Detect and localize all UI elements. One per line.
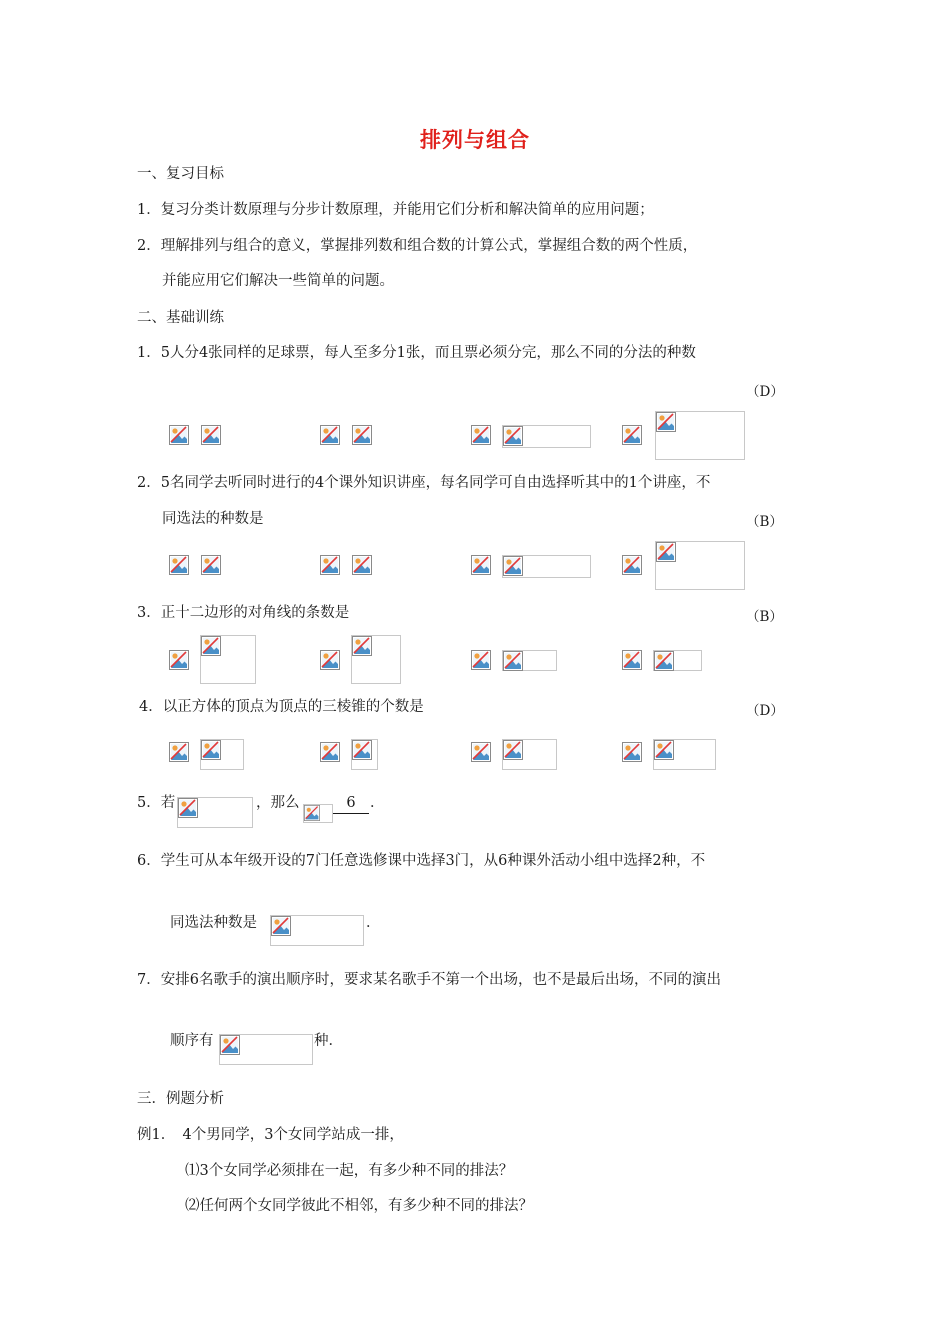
- question-6-suffix: ．: [366, 915, 381, 931]
- example-1-part-2: ⑵任何两个女同学彼此不相邻，有多少种不同的排法？: [185, 1198, 533, 1214]
- broken-image-icon: [622, 555, 642, 575]
- broken-image-icon: [471, 555, 491, 575]
- broken-image-icon: [169, 555, 189, 575]
- broken-image-icon: [654, 740, 674, 760]
- question-3: 3．正十二边形的对角线的条数是: [137, 605, 350, 621]
- question-1: 1．5人分4张同样的足球票，每人至多分1张，而且票必须分完，那么不同的分法的种数: [137, 345, 696, 361]
- broken-image-icon: [471, 742, 491, 762]
- broken-image-icon: [471, 650, 491, 670]
- broken-image-icon: [622, 650, 642, 670]
- broken-image-icon: [503, 740, 523, 760]
- broken-image-icon: [320, 650, 340, 670]
- page-title: 排列与组合: [420, 128, 530, 152]
- question-6: 6．学生可从本年级开设的7门任意选修课中选择3门，从6种课外活动小组中选择2种，不: [137, 853, 706, 869]
- broken-image-icon: [201, 740, 221, 760]
- broken-image-icon: [271, 916, 291, 936]
- question-2-answer: （B）: [746, 514, 783, 530]
- question-5-suffix: ．: [370, 795, 385, 811]
- question-4: 4．以正方体的顶点为顶点的三棱锥的个数是: [139, 699, 424, 715]
- broken-image-icon: [622, 742, 642, 762]
- broken-image-icon: [503, 426, 523, 446]
- question-2-continued: 同选法的种数是: [162, 511, 264, 527]
- question-3-answer: （B）: [746, 609, 783, 625]
- broken-image-icon: [352, 740, 372, 760]
- broken-image-icon: [201, 636, 221, 656]
- broken-image-icon: [201, 425, 221, 445]
- question-7: 7．安排6名歌手的演出顺序时，要求某名歌手不第一个出场，也不是最后出场，不同的演出: [137, 972, 721, 988]
- broken-image-icon: [320, 425, 340, 445]
- goal-2-continued: 并能应用它们解决一些简单的问题。: [162, 273, 394, 289]
- question-1-answer: （D）: [746, 384, 784, 400]
- broken-image-icon: [503, 556, 523, 576]
- question-7-continued: 顺序有: [170, 1033, 214, 1049]
- broken-image-icon: [169, 425, 189, 445]
- broken-image-icon: [169, 650, 189, 670]
- question-5-middle: ，那么: [256, 795, 300, 811]
- question-5-prefix: 5．若: [137, 795, 176, 811]
- broken-image-icon: [304, 805, 320, 821]
- broken-image-icon: [503, 651, 523, 671]
- broken-image-icon: [201, 555, 221, 575]
- broken-image-icon: [352, 636, 372, 656]
- broken-image-icon: [352, 555, 372, 575]
- broken-image-icon: [622, 425, 642, 445]
- broken-image-icon: [169, 742, 189, 762]
- question-6-continued: 同选法种数是: [170, 915, 257, 931]
- broken-image-icon: [352, 425, 372, 445]
- question-2: 2．5名同学去听同时进行的4个课外知识讲座，每名同学可自由选择听其中的1个讲座，不: [137, 475, 711, 491]
- goal-1: 1．复习分类计数原理与分步计数原理，并能用它们分析和解决简单的应用问题；: [137, 202, 654, 218]
- broken-image-icon: [471, 425, 491, 445]
- broken-image-icon: [320, 742, 340, 762]
- question-5-answer: 6: [333, 793, 369, 814]
- broken-image-icon: [656, 542, 676, 562]
- example-1-part-1: ⑴3个女同学必须排在一起，有多少种不同的排法？: [185, 1163, 514, 1179]
- question-7-suffix: 种．: [314, 1033, 343, 1049]
- question-4-answer: （D）: [746, 703, 784, 719]
- broken-image-icon: [656, 412, 676, 432]
- broken-image-icon: [220, 1035, 240, 1055]
- section-heading-example-analysis: 三．例题分析: [137, 1091, 224, 1107]
- goal-2: 2．理解排列与组合的意义，掌握排列数和组合数的计算公式，掌握组合数的两个性质，: [137, 238, 698, 254]
- section-heading-basic-training: 二、基础训练: [137, 310, 224, 326]
- broken-image-icon: [654, 651, 674, 671]
- broken-image-icon: [320, 555, 340, 575]
- example-1-intro: 例1． 4个男同学，3个女同学站成一排，: [137, 1127, 404, 1143]
- section-heading-review-goals: 一、复习目标: [137, 166, 224, 182]
- broken-image-icon: [178, 798, 198, 818]
